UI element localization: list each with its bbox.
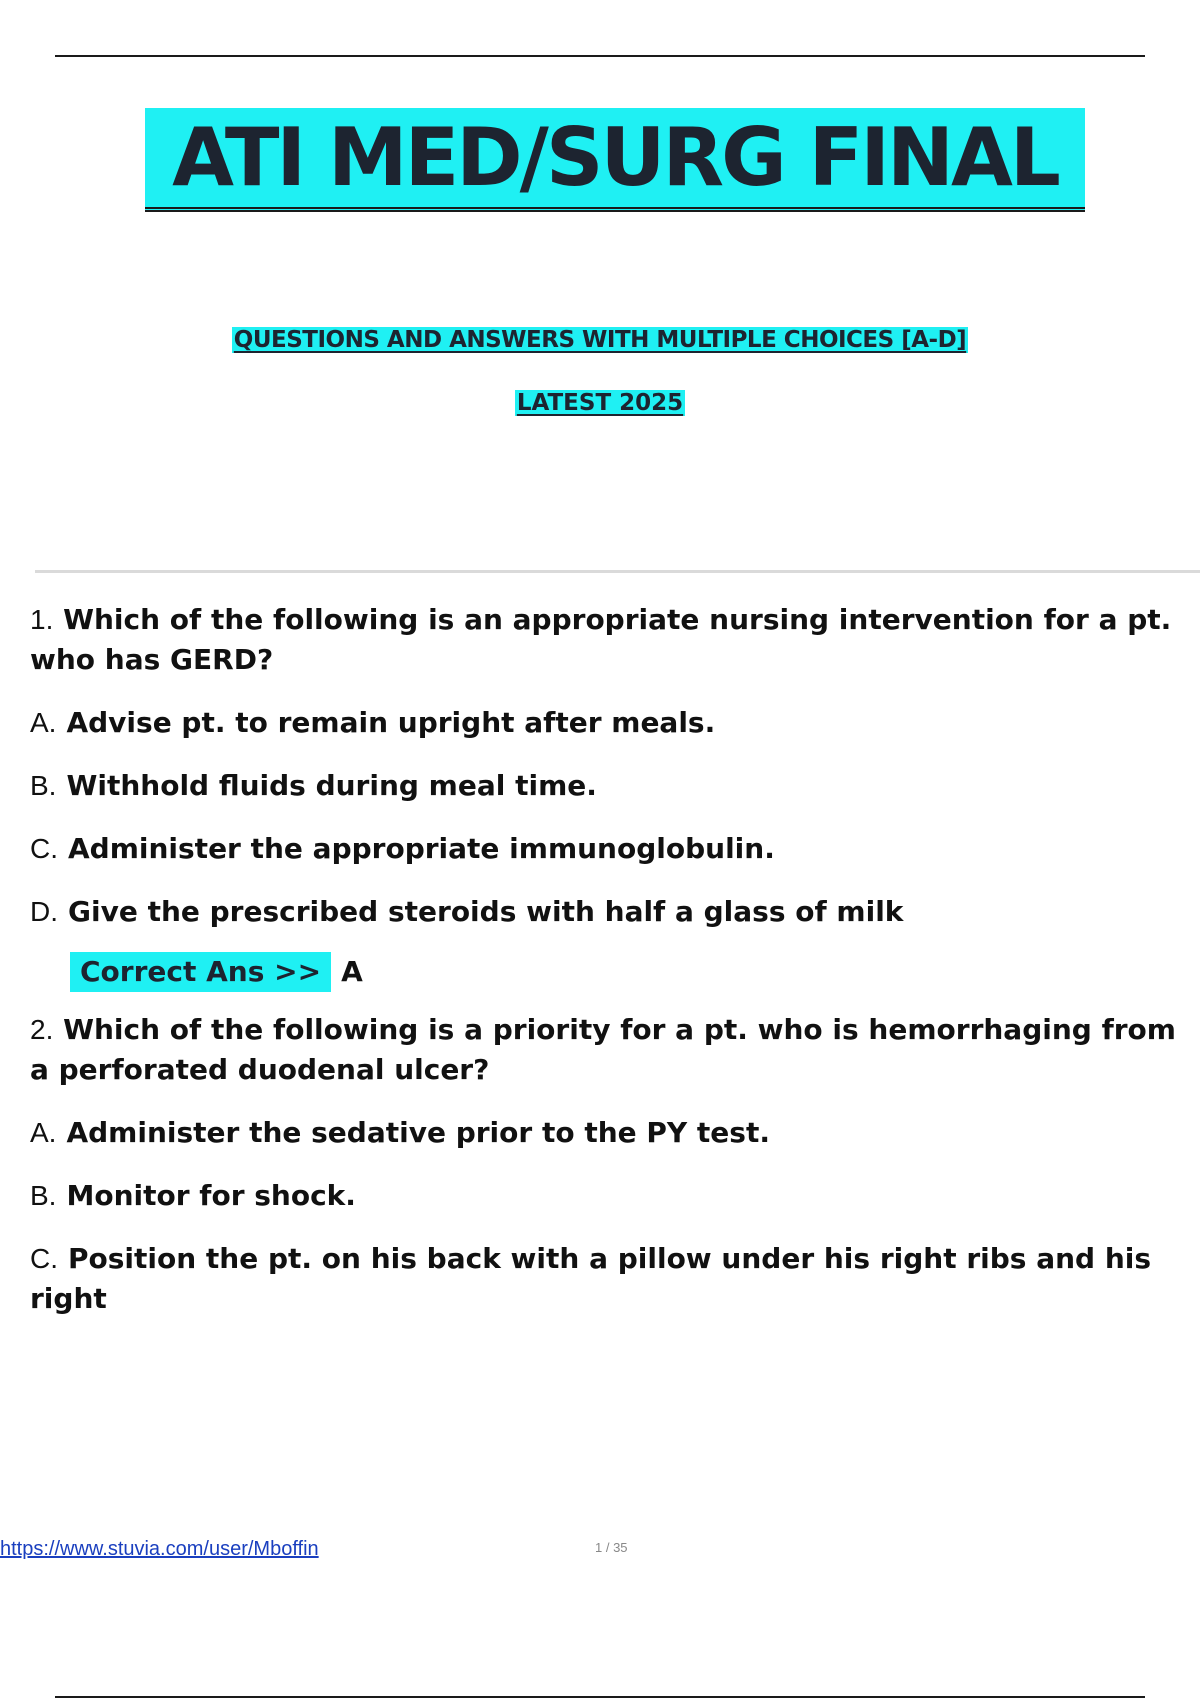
option-text: Monitor for shock. [66,1179,356,1212]
bottom-rule [55,1696,1145,1698]
question-number: 2. [30,1014,54,1045]
footer-source-link[interactable]: https://www.stuvia.com/user/Mboffin [0,1538,319,1560]
option-letter: C. [30,1243,58,1274]
answer-row-1 [70,952,1180,992]
document-subtitle [0,327,1200,353]
option-1b [30,766,1180,806]
question-text: Which of the following is an appropriate nursing intervention for a pt. who has GERD? [30,603,1172,676]
option-letter: A. [30,1117,57,1148]
option-letter: D. [30,896,58,927]
document-title: ATI MED/SURG FINAL [172,111,1058,204]
option-text: Administer the appropriate immunoglobulin. [68,832,775,865]
option-letter: B. [30,770,57,801]
page-number: 1 / 35 [595,1540,628,1555]
option-2a [30,1113,1180,1153]
option-1d [30,892,1180,932]
question-number: 1. [30,604,54,635]
option-2b [30,1176,1180,1216]
option-text: Administer the sedative prior to the PY test. [66,1116,770,1149]
option-letter: C. [30,833,58,864]
title-banner [145,108,1085,212]
option-1a [30,703,1180,743]
option-letter: A. [30,707,57,738]
option-2c [30,1239,1180,1319]
top-rule [55,55,1145,57]
question-2 [30,1010,1180,1090]
subtitle-text: QUESTIONS AND ANSWERS WITH MULTIPLE CHOICES [A-D] [233,327,967,353]
option-text: Withhold fluids during meal time. [66,769,597,802]
correct-answer-value: A [341,955,363,988]
edition-text: LATEST 2025 [516,390,684,416]
correct-answer-label: Correct Ans >> [70,952,331,992]
option-text: Give the prescribed steroids with half a glass of milk [68,895,904,928]
section-divider [35,570,1200,573]
document-edition [0,390,1200,416]
question-1 [30,600,1180,680]
option-letter: B. [30,1180,57,1211]
question-text: Which of the following is a priority for a pt. who is hemorrhaging from a perforated duodenal ulcer? [30,1013,1176,1086]
questions-section [30,600,1180,1319]
option-text: Position the pt. on his back with a pillow under his right ribs and his right [30,1242,1152,1315]
option-text: Advise pt. to remain upright after meals. [66,706,716,739]
option-1c [30,829,1180,869]
